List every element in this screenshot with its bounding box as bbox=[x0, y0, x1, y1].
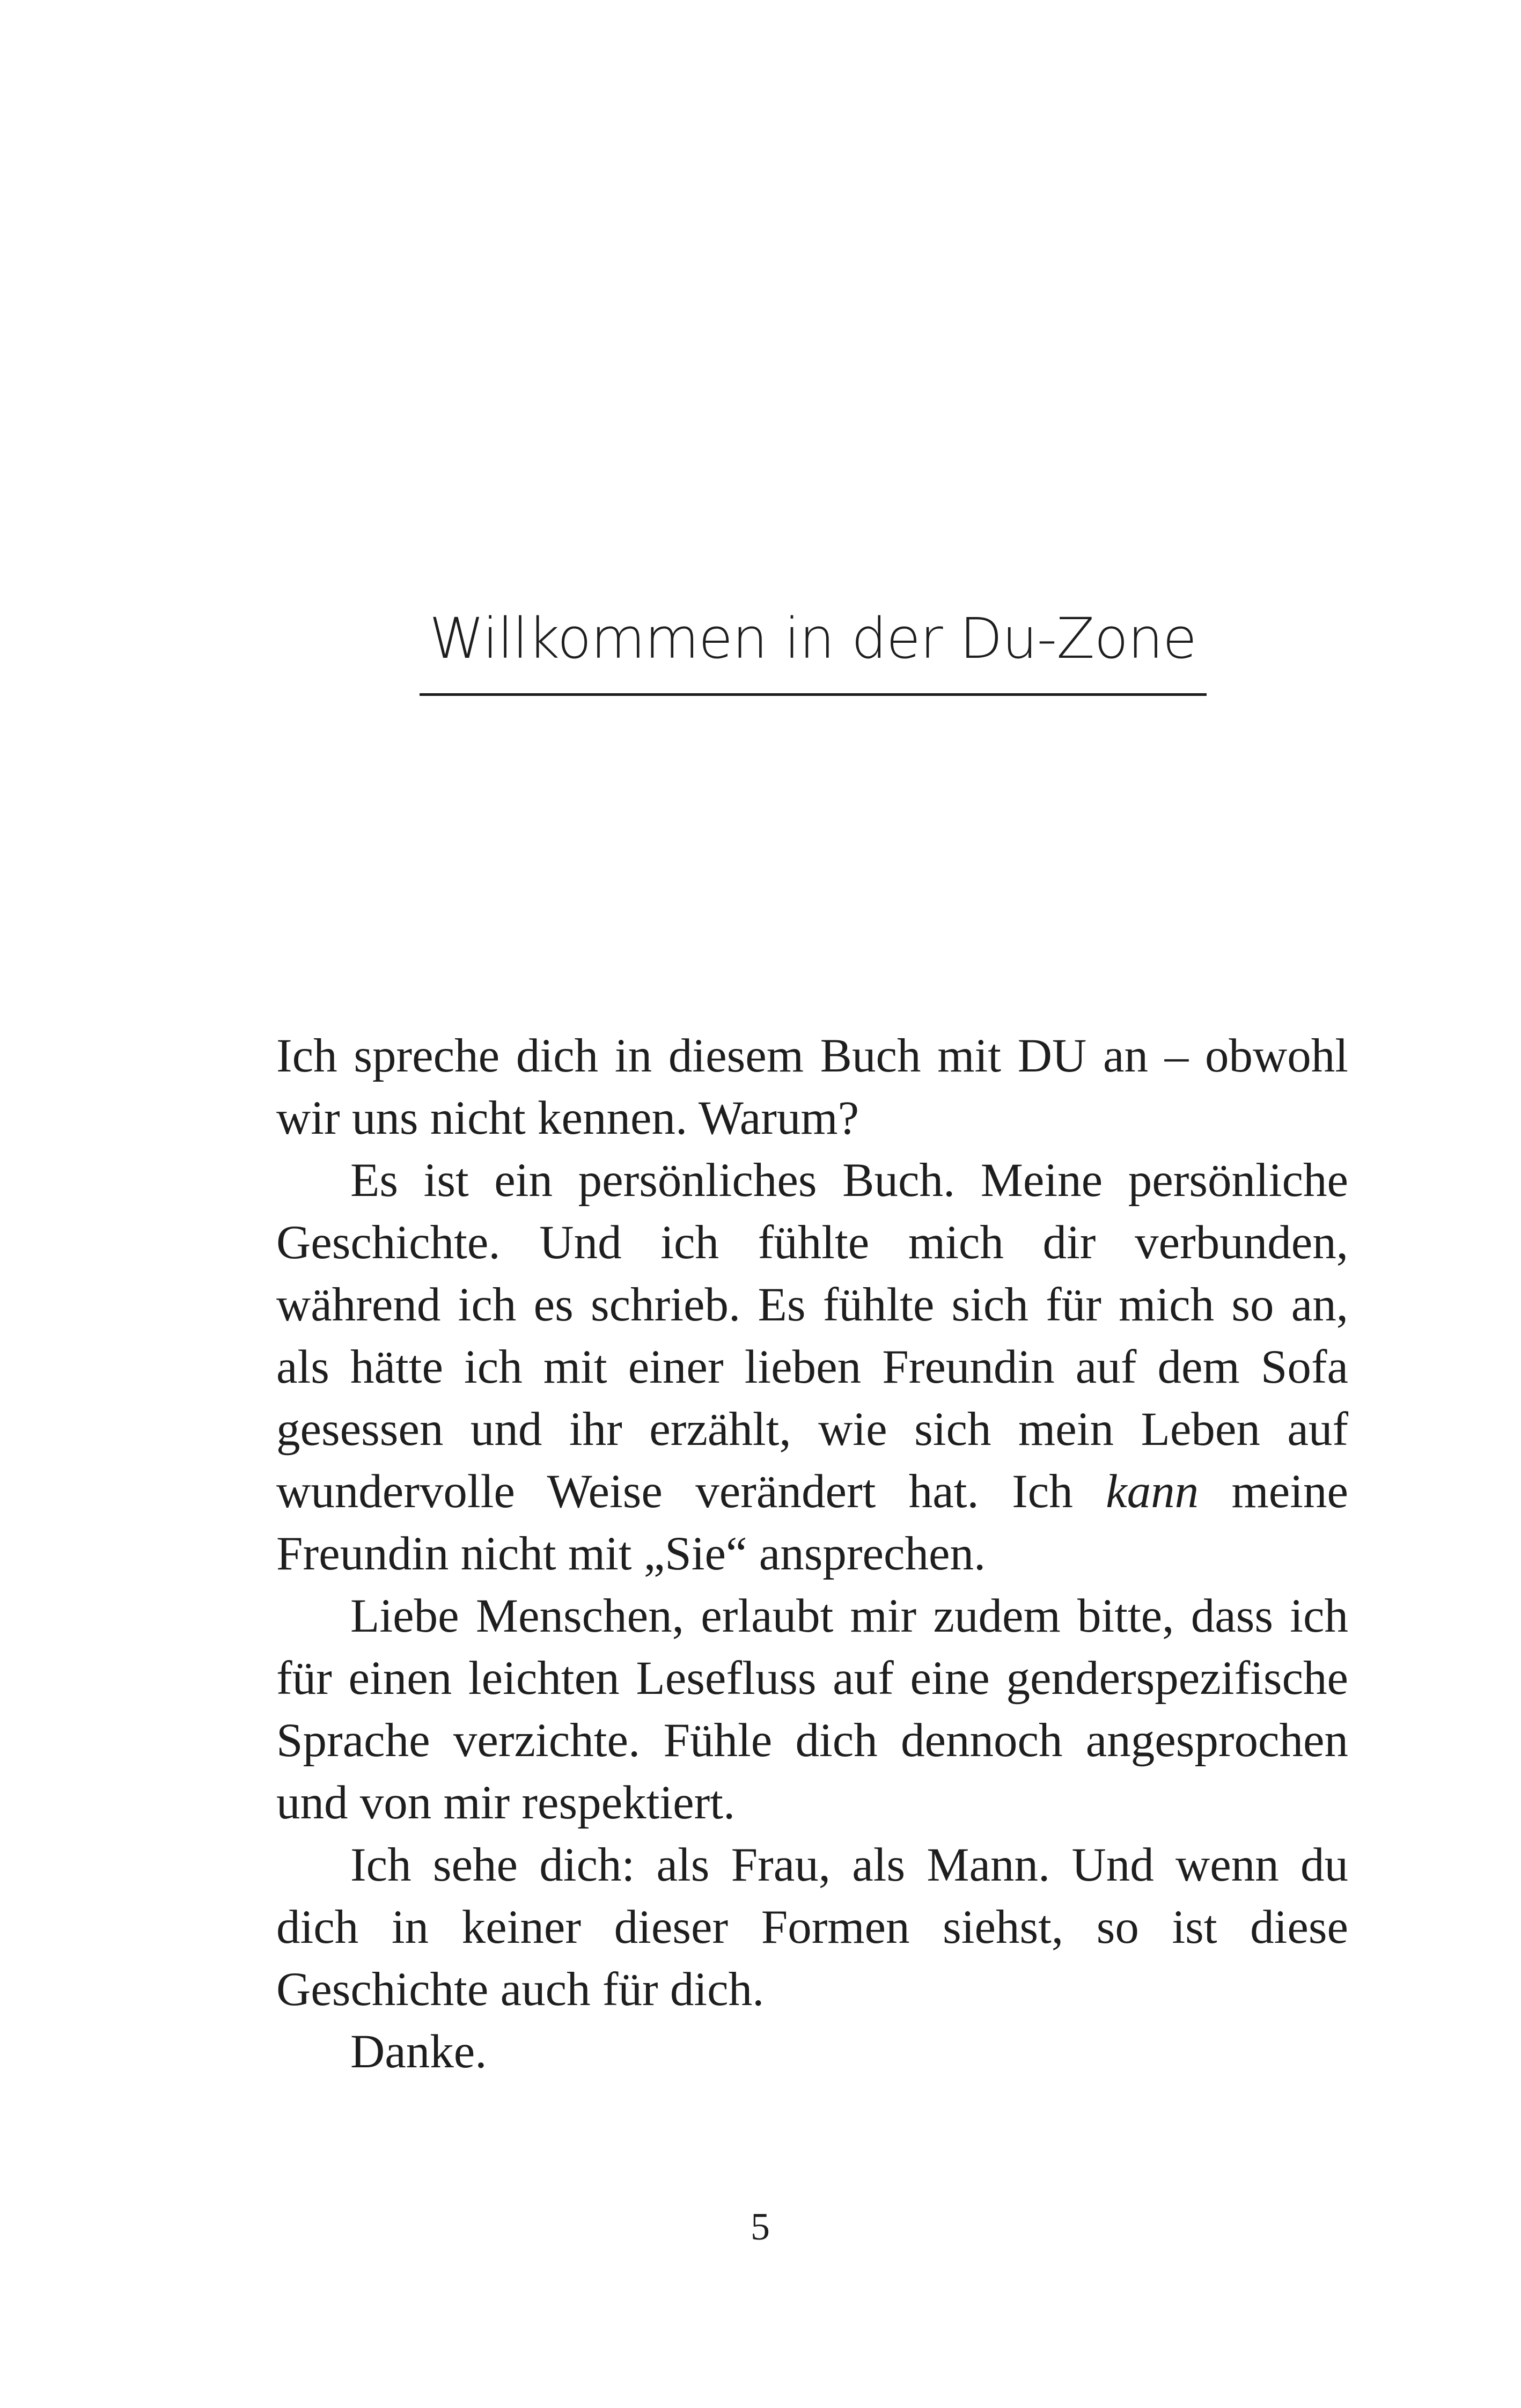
paragraph-1: Ich spreche dich in diesem Buch mit DU an – obwohl wir uns nicht kennen. Warum? bbox=[276, 1030, 1348, 1144]
paragraph-4: Ich sehe dich: als Frau, als Mann. Und wenn du dich in keiner dieser Formen siehst, so ist diese Geschichte auch für dich. bbox=[276, 1839, 1348, 2016]
page-number: 5 bbox=[751, 2205, 770, 2248]
title-underline bbox=[420, 693, 1207, 696]
paragraph-2-text-start: Es ist ein persönliches Buch. Meine persönliche Geschichte. Und ich fühlte mich dir verbunden, während ich es schrieb. Es fühlte sich für mich so an, als hätte ich mit einer lieben Freundin auf dem Sofa gesessen und ihr erzählt, wie sich mein Leben auf wundervolle Weise verändert hat. Ich bbox=[276, 1154, 1348, 1518]
paragraph-5: Danke. bbox=[350, 2025, 487, 2078]
body-text bbox=[276, 1025, 1348, 2083]
paragraph-2-text-end: meine Freundin nicht mit „Sie“ ansprechen. bbox=[276, 1465, 1348, 1580]
chapter-title: Willkommen in der Du-Zone bbox=[429, 606, 1196, 671]
paragraph-2-emphasis: kann bbox=[1106, 1465, 1199, 1518]
paragraph-2 bbox=[276, 1149, 1348, 1585]
paragraph-3: Liebe Menschen, erlaubt mir zudem bitte, dass ich für einen leichten Lesefluss auf eine genderspezifische Sprache verzichte. Fühle dich dennoch angesprochen und von mir respektiert. bbox=[276, 1590, 1348, 1829]
